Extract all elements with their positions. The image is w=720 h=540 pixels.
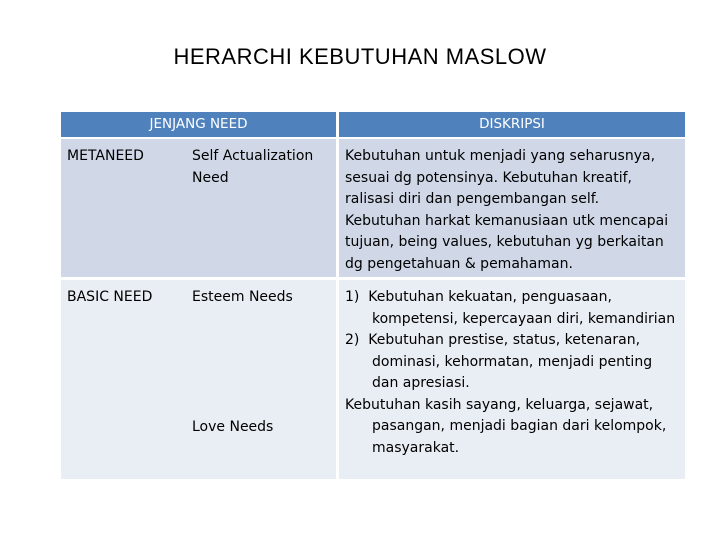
need-love: Love Needs bbox=[192, 418, 274, 435]
love-description: Kebutuhan kasih sayang, keluarga, sejawat, pasangan, menjadi bagian dari kelompok, masyarakat. bbox=[345, 396, 667, 456]
category-cell: BASIC NEED bbox=[61, 280, 186, 479]
header-diskripsi: DISKRIPSI bbox=[336, 112, 685, 139]
need-cell: Self Actualization Need bbox=[186, 139, 336, 280]
need-cell bbox=[186, 280, 336, 479]
table-header-row bbox=[61, 112, 685, 139]
description-cell: Kebutuhan untuk menjadi yang seharusnya, sesuai dg potensinya. Kebutuhan kreatif, ralisasi diri dan pengembangan self. Kebutuhan harkat kemanusiaan utk mencapai tujuan, being values, kebutuhan yg berkaitan dg pengetahuan & pemahaman. bbox=[336, 139, 685, 280]
description-list bbox=[345, 287, 679, 395]
list-item: 2) Kebutuhan prestise, status, ketenaran, dominasi, kehormatan, menjadi penting dan apresiasi. bbox=[345, 332, 653, 391]
need-esteem: Esteem Needs bbox=[192, 289, 293, 305]
header-jenjang-need: JENJANG NEED bbox=[61, 112, 336, 139]
list-item: 1) Kebutuhan kekuatan, penguasaan, kompetensi, kepercayaan diri, kemandirian bbox=[345, 289, 676, 327]
description-cell bbox=[336, 280, 685, 479]
category-cell: METANEED bbox=[61, 139, 186, 280]
table-row-metaneed bbox=[61, 139, 685, 280]
maslow-table bbox=[61, 112, 685, 479]
table-row-basic-need bbox=[61, 280, 685, 479]
page-title: HERARCHI KEBUTUHAN MASLOW bbox=[173, 44, 547, 69]
